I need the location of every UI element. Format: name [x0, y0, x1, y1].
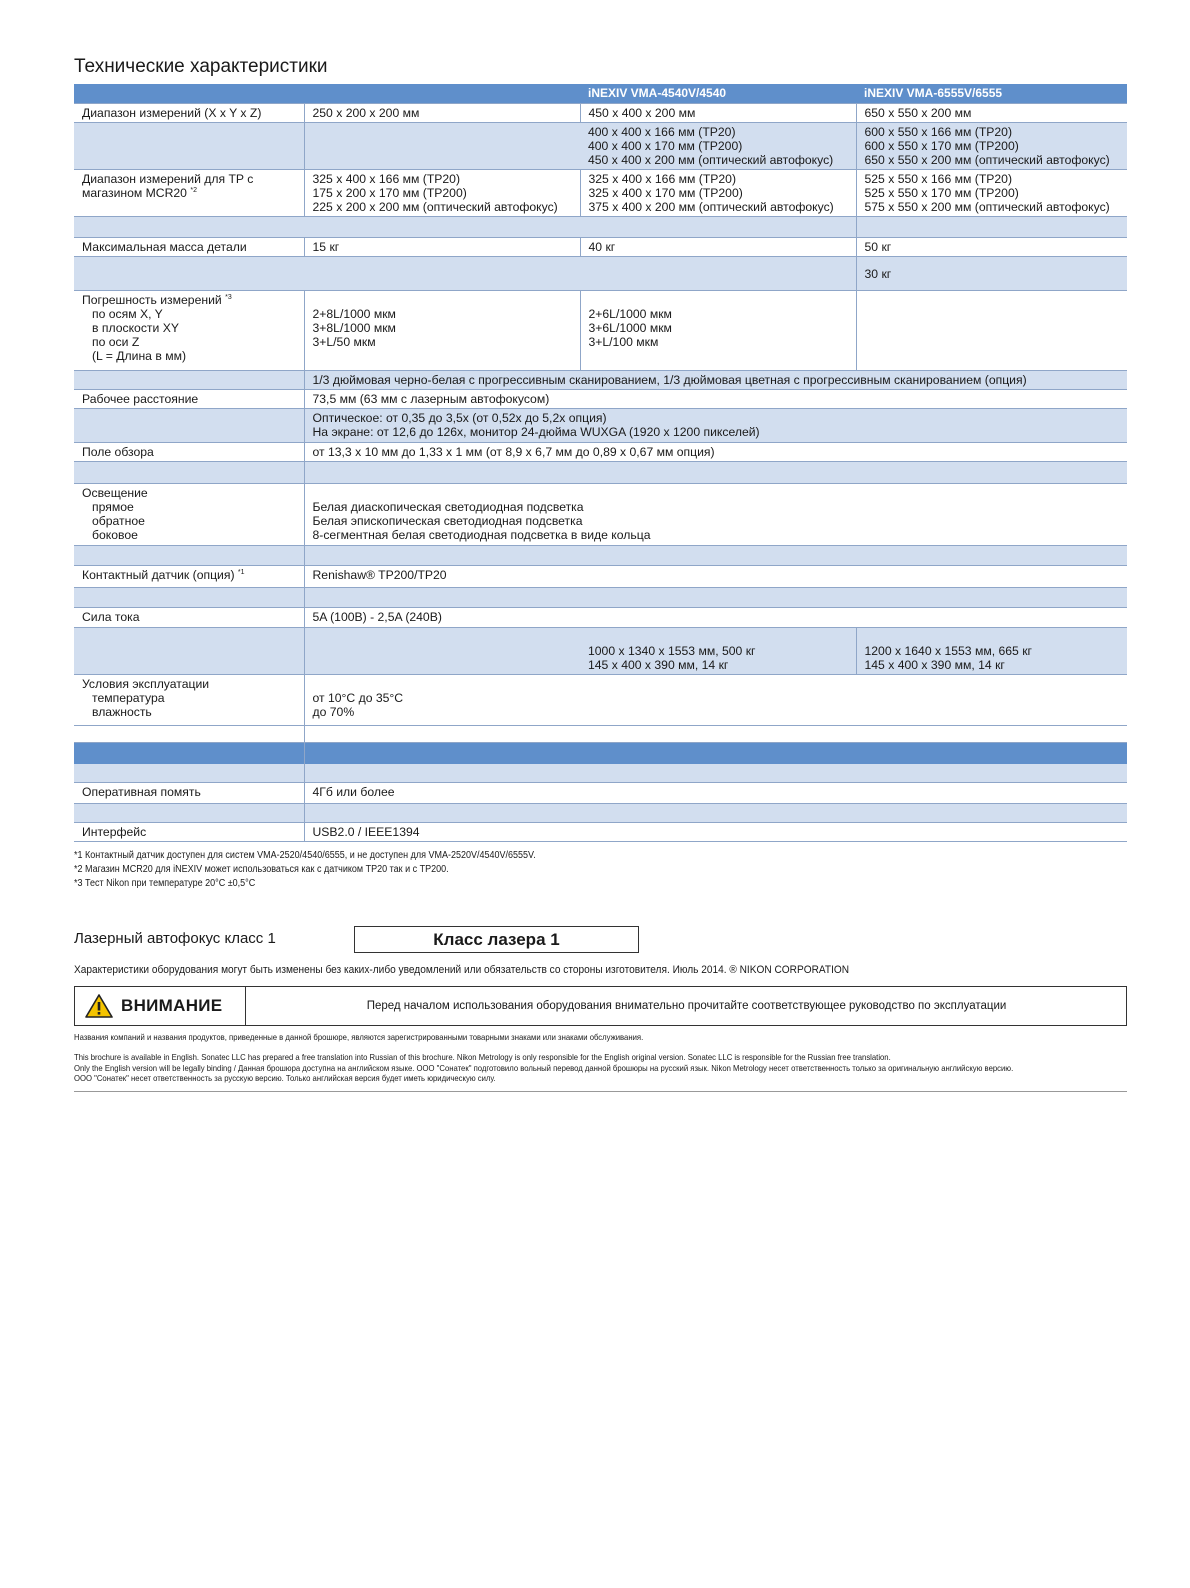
- row-value: [304, 742, 1127, 763]
- row-value-model-6555: [856, 290, 1127, 370]
- row-label: [74, 256, 304, 290]
- row-value: 5A (100В) - 2,5A (240В): [304, 607, 1127, 627]
- row-value: от 10°C до 35°C до 70%: [304, 674, 1127, 725]
- row-value: 73,5 мм (63 мм с лазерным автофокусом): [304, 389, 1127, 408]
- row-value-model-6555: [856, 216, 1127, 237]
- bottom-divider: [74, 1091, 1127, 1092]
- row-label: [74, 822, 304, 841]
- warning-header: [75, 987, 246, 1025]
- row-label-text: Поле обзора: [82, 444, 154, 459]
- row-label: [74, 674, 304, 725]
- table-row: [74, 237, 1127, 256]
- warning-text: Перед началом использования оборудования внимательно прочитайте соответствующее руководство по эксплуатации: [366, 1000, 1007, 1012]
- row-value: [304, 803, 1127, 822]
- table-header-row: [74, 84, 1127, 103]
- table-row: [74, 587, 1127, 607]
- row-value: [304, 461, 1127, 483]
- page-title: Технические характеристики: [74, 56, 328, 77]
- table-row: [74, 169, 1127, 216]
- footnote-ref: *3: [225, 293, 232, 301]
- row-value: Оптическое: от 0,35 до 3,5x (от 0,52x до 5,2x опция) На экране: от 12,6 до 126x, монитор 24-дюйма WUXGA (1920 x 1200 пикселей): [304, 408, 1127, 442]
- table-row: [74, 627, 1127, 674]
- table-row: [74, 103, 1127, 122]
- table-row: [74, 674, 1127, 725]
- footnote-ref: *1: [237, 568, 245, 576]
- row-label-text: Освещение: [82, 485, 148, 500]
- row-value: [304, 763, 1127, 782]
- row-value: от 13,3 x 10 мм до 1,33 x 1 мм (от 8,9 x 6,7 мм до 0,89 x 0,67 мм опция): [304, 442, 1127, 461]
- row-value-model-4540: [580, 256, 856, 290]
- table-row: [74, 742, 1127, 763]
- row-value: Renishaw® TP200/TP20: [304, 565, 1127, 587]
- row-value: [304, 545, 1127, 565]
- row-label: [74, 408, 304, 442]
- row-value-model-6555: 650 x 550 x 200 мм: [856, 103, 1127, 122]
- row-value: 1/3 дюймовая черно-белая с прогрессивным сканированием, 1/3 дюймовая цветная с прогрессивным сканированием (опция): [304, 370, 1127, 389]
- row-sublabels: прямое обратное боковое: [92, 499, 145, 542]
- row-value-base: [304, 627, 580, 674]
- row-label: [74, 169, 304, 216]
- table-row: [74, 122, 1127, 169]
- header-cell: [304, 84, 580, 103]
- row-value-base: 15 кг: [304, 237, 580, 256]
- warning-title: ВНИМАНИЕ: [121, 996, 223, 1015]
- row-value: USB2.0 / IEEE1394: [304, 822, 1127, 841]
- row-label-text: Контактный датчик (опция): [82, 567, 235, 582]
- footnote: *1 Контактный датчик доступен для систем VMA-2520/4540/6555, и не доступен для VMA-2520V/4540V/6555V.: [74, 850, 536, 861]
- spec-table-body: [74, 84, 1127, 841]
- row-value-model-4540: 1000 x 1340 x 1553 мм, 500 кг 145 x 400 x 390 мм, 14 кг: [580, 627, 856, 674]
- row-label-text: Оперативная помять: [82, 784, 201, 799]
- footnote-ref: *2: [190, 186, 197, 194]
- footnote: *2 Магазин MCR20 для iNEXIV может использоваться как с датчиком TP20 так и с TP200.: [74, 864, 449, 875]
- row-label: [74, 216, 304, 237]
- row-value-model-4540: 40 кг: [580, 237, 856, 256]
- table-row: [74, 483, 1127, 545]
- translation-note-line: ООО "Сонатек" несет ответственность за русскую версию. Только английская версия будет иметь юридическую силу.: [74, 1073, 496, 1083]
- row-value-model-4540: 400 x 400 x 166 мм (TP20) 400 x 400 x 170 мм (TP200) 450 x 400 x 200 мм (оптический автофокус): [580, 122, 856, 169]
- row-value-model-4540: 325 x 400 x 166 мм (TP20) 325 x 400 x 170 мм (TP200) 375 x 400 x 200 мм (оптический автофокус): [580, 169, 856, 216]
- row-value-base: 325 x 400 x 166 мм (TP20) 175 x 200 x 170 мм (TP200) 225 x 200 x 200 мм (оптический автофокус): [304, 169, 580, 216]
- footnotes: [74, 849, 536, 891]
- row-label: [74, 461, 304, 483]
- row-label: [74, 782, 304, 803]
- translation-note: [74, 1052, 1013, 1084]
- row-label: [74, 565, 304, 587]
- footnote: *3 Тест Nikon при температуре 20°C ±0,5°C: [74, 878, 256, 889]
- row-label-text: Условия эксплуатации: [82, 676, 210, 691]
- table-row: [74, 725, 1127, 742]
- disclaimer: Характеристики оборудования могут быть изменены без каких-либо уведомлений или обязательств со стороны изготовителя. Июль 2014. ® NIKON CORPORATION: [74, 964, 850, 976]
- row-label-text: Максимальная масса детали: [82, 239, 247, 254]
- row-value-base: [304, 256, 580, 290]
- table-row: [74, 389, 1127, 408]
- row-label: [74, 237, 304, 256]
- row-value: [304, 587, 1127, 607]
- row-value-model-6555: 600 x 550 x 166 мм (TP20) 600 x 550 x 170 мм (TP200) 650 x 550 x 200 мм (оптический автофокус): [856, 122, 1127, 169]
- table-row: [74, 803, 1127, 822]
- header-cell: [74, 84, 304, 103]
- trademark-note: Названия компаний и названия продуктов, приведенные в данной брошюре, являются зарегистрированными товарными знаками или знаками обслуживания.: [74, 1032, 644, 1042]
- row-label: [74, 803, 304, 822]
- table-row: [74, 290, 1127, 370]
- row-label-text: Сила тока: [82, 609, 140, 624]
- table-row: [74, 370, 1127, 389]
- row-value-model-4540: 2+6L/1000 мкм 3+6L/1000 мкм 3+L/100 мкм: [580, 290, 856, 370]
- table-row: [74, 763, 1127, 782]
- row-label-text: Диапазон измерений (X x Y x Z): [82, 105, 262, 120]
- row-value-model-6555: 50 кг: [856, 237, 1127, 256]
- table-row: [74, 256, 1127, 290]
- row-value-model-6555: 525 x 550 x 166 мм (TP20) 525 x 550 x 170 мм (TP200) 575 x 550 x 200 мм (оптический автофокус): [856, 169, 1127, 216]
- table-row: [74, 216, 1127, 237]
- translation-note-line: This brochure is available in English. Sonatec LLC has prepared a free translation into Russian of this brochure. Nikon Metrology is only responsible for the English original version. Sonatec LLC is responsible for the Russian free translation.: [74, 1052, 891, 1062]
- row-label: [74, 627, 304, 674]
- row-label: [74, 290, 304, 370]
- row-label: [74, 725, 304, 742]
- row-value: 4Гб или более: [304, 782, 1127, 803]
- header-cell-model-6555: iNEXIV VMA-6555V/6555: [856, 84, 1127, 103]
- row-value-base: [304, 216, 580, 237]
- row-label-text: Диапазон измерений для TP с магазином MCR20: [82, 171, 254, 200]
- table-row: [74, 461, 1127, 483]
- row-label: [74, 545, 304, 565]
- table-row: [74, 565, 1127, 587]
- table-row: [74, 545, 1127, 565]
- row-value-model-6555: 30 кг: [856, 256, 1127, 290]
- row-label: [74, 607, 304, 627]
- row-value: Белая диаскопическая светодиодная подсветка Белая эпископическая светодиодная подсветка 8-сегментная белая светодиодная подсветка в виде кольца: [304, 483, 1127, 545]
- row-label: [74, 483, 304, 545]
- row-label: [74, 587, 304, 607]
- row-label: [74, 742, 304, 763]
- row-sublabels: по осям X, Y в плоскости XY по оси Z (L = Длина в мм): [92, 306, 187, 363]
- translation-note-line: Only the English version will be legally binding / Данная брошюра доступна на английском языке. ООО "Сонатек" подготовило вольный перевод данной брошюры на русский язык. Nikon Metrology несет ответственность только за оригинальную английскую версию.: [74, 1062, 1014, 1073]
- spec-table: [74, 84, 1127, 842]
- row-sublabels: температура влажность: [92, 690, 165, 719]
- table-row: [74, 442, 1127, 461]
- header-cell-model-4540: iNEXIV VMA-4540V/4540: [580, 84, 856, 103]
- warning-box: [74, 986, 1127, 1026]
- warning-triangle-icon: [85, 994, 113, 1018]
- row-label: [74, 389, 304, 408]
- row-label-text: Рабочее расстояние: [82, 391, 199, 406]
- row-label-text: Интерфейс: [82, 824, 147, 839]
- laser-autofocus-label: Лазерный автофокус класс 1: [74, 930, 276, 947]
- row-value-model-6555: 1200 x 1640 x 1553 мм, 665 кг 145 x 400 x 390 мм, 14 кг: [856, 627, 1127, 674]
- row-value-base: 250 x 200 x 200 мм: [304, 103, 580, 122]
- table-row: [74, 607, 1127, 627]
- row-label: [74, 442, 304, 461]
- row-value-model-4540: [580, 216, 856, 237]
- row-label: [74, 370, 304, 389]
- table-row: [74, 822, 1127, 841]
- row-label: [74, 122, 304, 169]
- row-value-model-4540: 450 x 400 x 200 мм: [580, 103, 856, 122]
- row-label: [74, 103, 304, 122]
- table-row: [74, 408, 1127, 442]
- row-value: [304, 725, 1127, 742]
- row-value-base: 2+8L/1000 мкм 3+8L/1000 мкм 3+L/50 мкм: [304, 290, 580, 370]
- row-label-text: Погрешность измерений: [82, 292, 222, 307]
- laser-class-box: Класс лазера 1: [354, 926, 639, 953]
- table-row: [74, 782, 1127, 803]
- row-value-base: [304, 122, 580, 169]
- row-label: [74, 763, 304, 782]
